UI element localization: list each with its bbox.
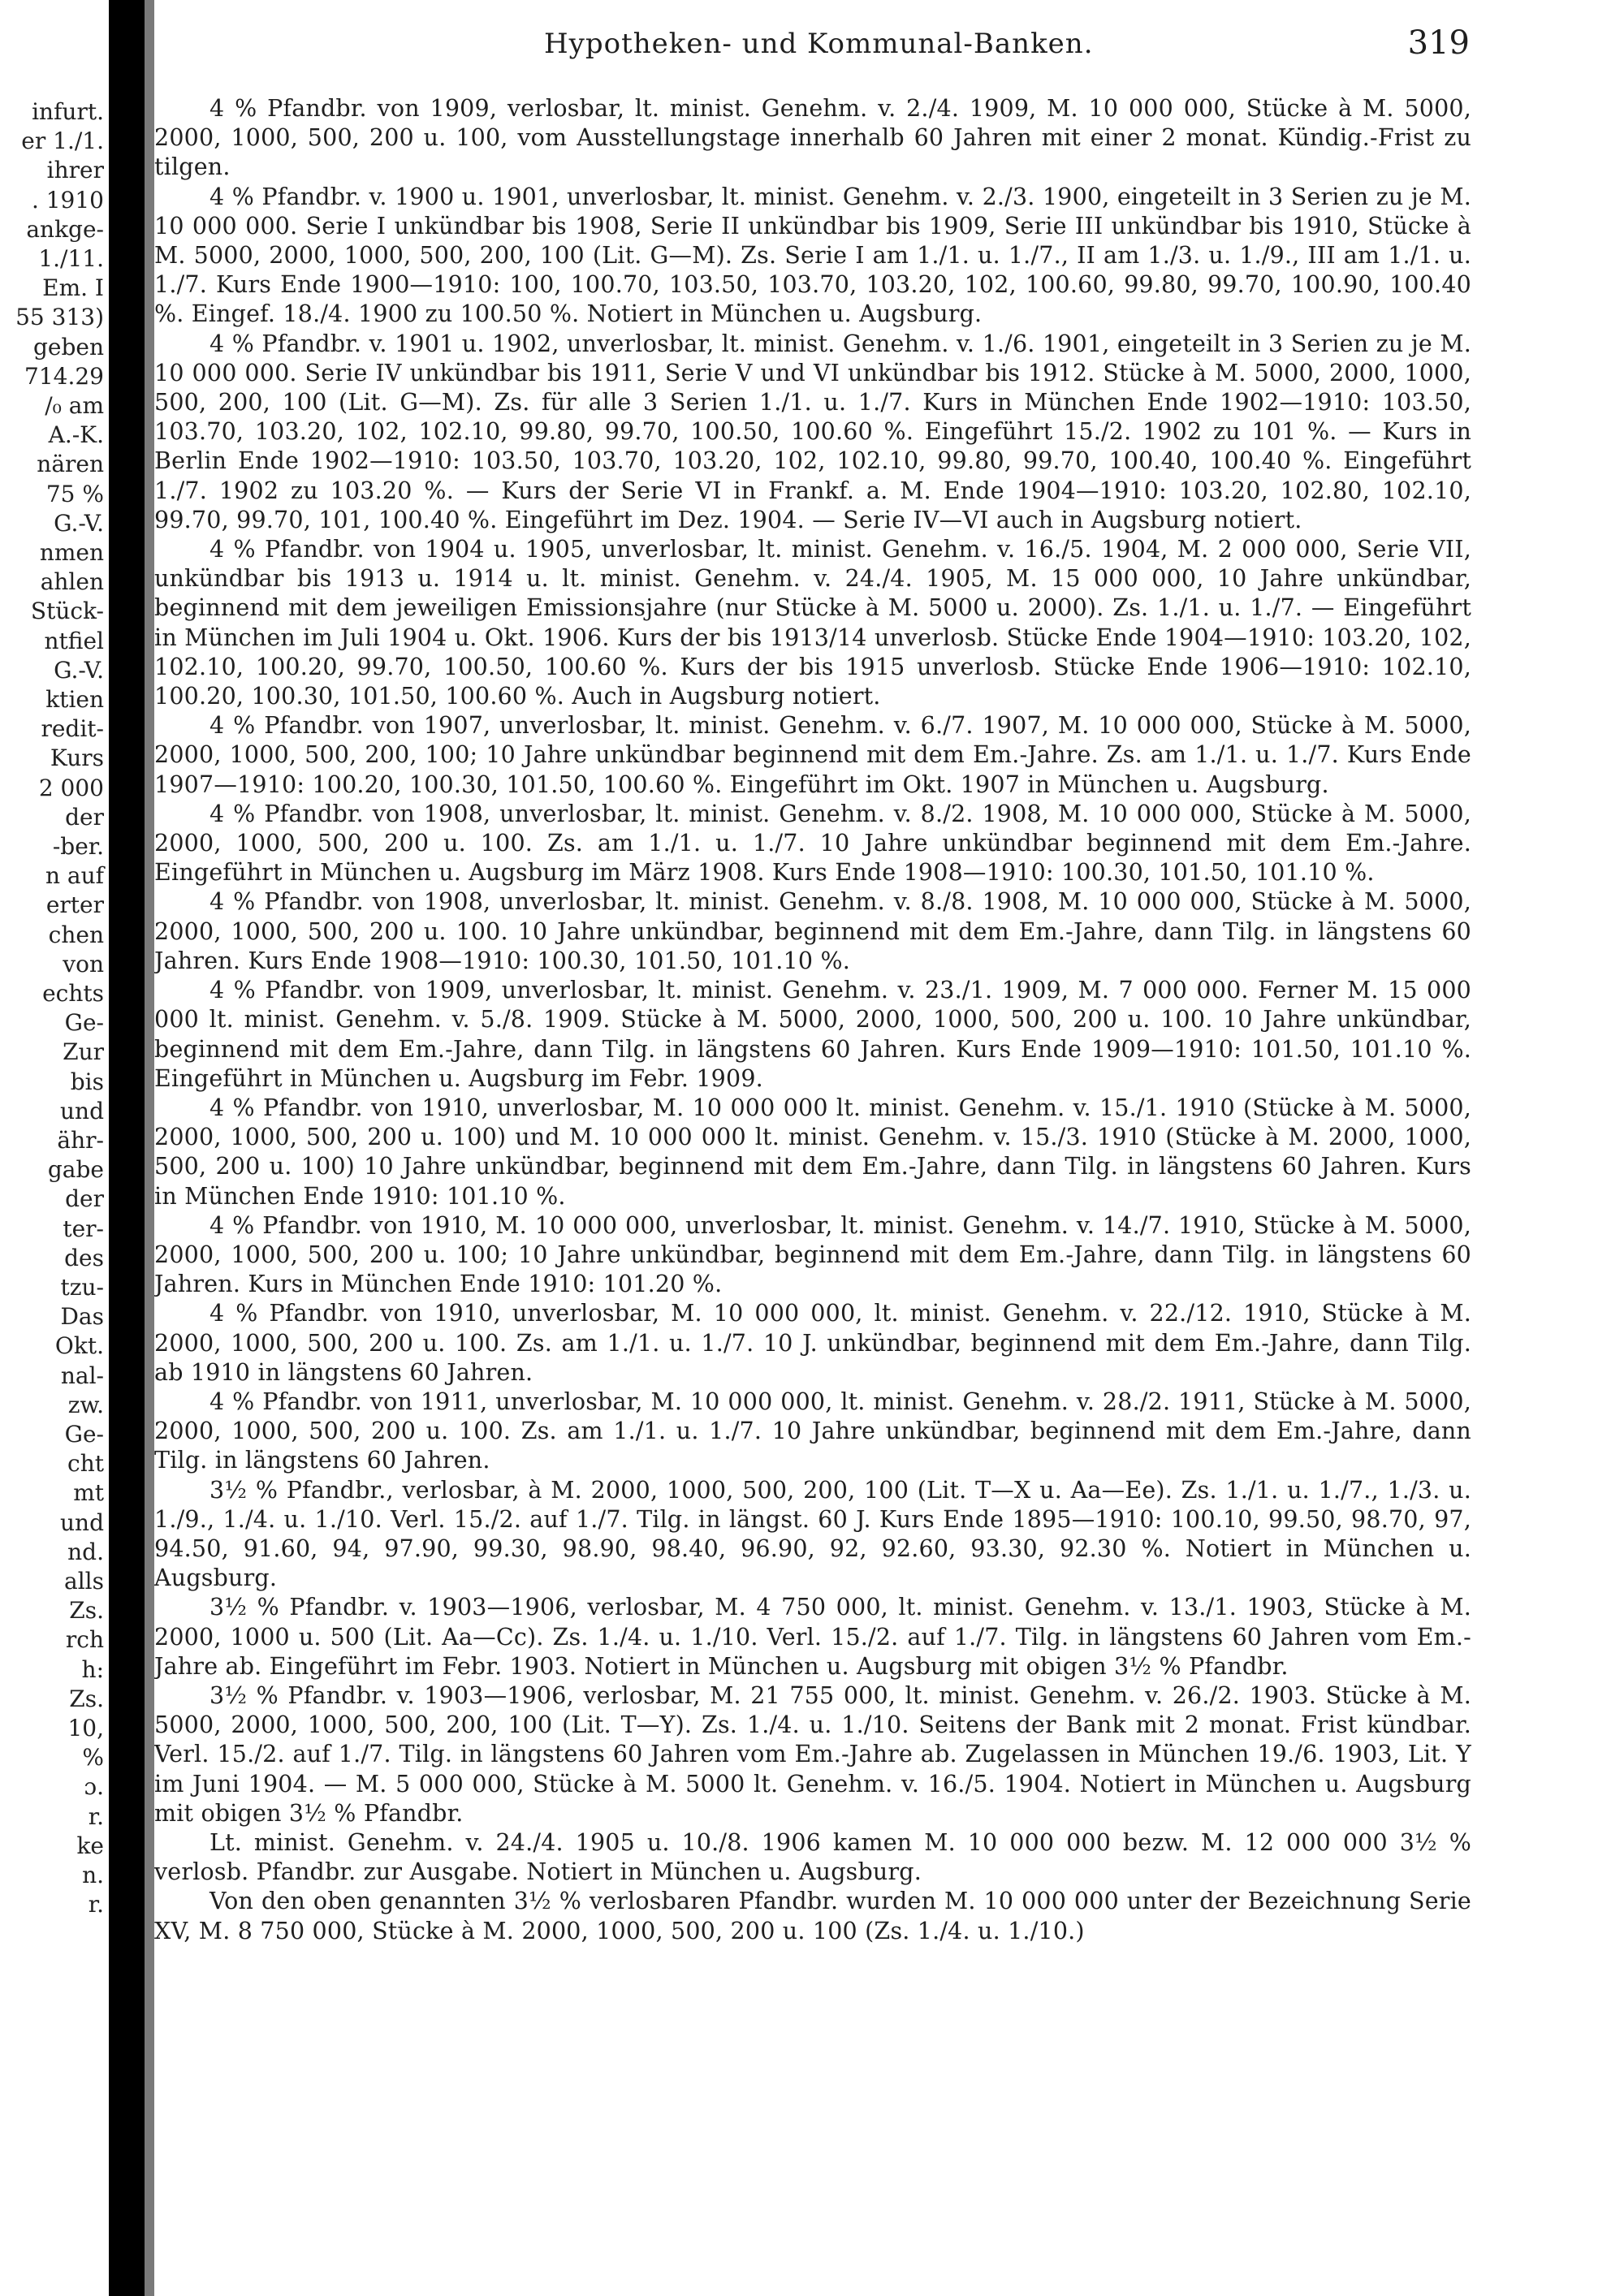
page-header xyxy=(154,23,1470,71)
paragraph-serie-xv: Von den oben genannten 3½ % verlosbaren Pfandbr. wurden M. 10 000 000 unter der Bezeichnung Serie XV, M. 8 750 000, Stücke à M. 2000, 1000, 500, 200 u. 100 (Zs. 1./4. u. 1./10.) xyxy=(154,1888,1471,1944)
margin-fragment: Ge- xyxy=(64,1009,104,1037)
margin-fragment: n auf xyxy=(45,862,104,890)
margin-fragment: gabe xyxy=(47,1156,104,1184)
margin-fragment: 10, xyxy=(67,1715,104,1741)
margin-fragment: ke xyxy=(76,1832,104,1859)
previous-page-margin xyxy=(0,0,109,2296)
margin-fragment: des xyxy=(64,1244,104,1271)
paragraph-pfandbr-1910-jan-mar: 4 % Pfandbr. von 1910, unverlosbar, M. 10 000 000 lt. minist. Genehm. v. 15./1. 1910 (Stücke à M. 5000, 2000, 1000, 500, 200 u. 100) und M. 10 000 000 lt. minist. Genehm. v. 15./3. 1910 (Stücke à M. 2000, 1000, 500, 200 u. 100) 10 Jahre unkündbar, beginnend mit dem Em.-Jahre, dann Tilg. in längstens 60 Jahren. Kurs in München Ende 1910: 101.10 %. xyxy=(154,1094,1471,1210)
margin-fragment: geben xyxy=(32,333,104,360)
page-number: 319 xyxy=(1407,24,1470,62)
margin-fragment: nd. xyxy=(67,1538,104,1565)
margin-fragment: -ber. xyxy=(52,833,104,860)
paragraph-pfandbr-1909-unverlosbar: 4 % Pfandbr. von 1909, unverlosbar, lt. minist. Genehm. v. 23./1. 1909, M. 7 000 000. Ferner M. 15 000 000 lt. minist. Genehm. v. 5./8. 1909. Stücke à M. 5000, 2000, 1000, 500, 200 u. 100. 10 Jahre unkündbar, beginnend mit dem Em.-Jahre, dann Tilg. in längstens 60 Jahren. Kurs Ende 1909—1910: 101.50, 101.10 %. Eingeführt in München u. Augsburg im Febr. 1909. xyxy=(154,977,1471,1092)
paragraph-pfandbr-1908-feb: 4 % Pfandbr. von 1908, unverlosbar, lt. minist. Genehm. v. 8./2. 1908, M. 10 000 000, Stücke à M. 5000, 2000, 1000, 500, 200 u. 100. Zs. am 1./1. u. 1./7. 10 Jahre unkündbar beginnend mit dem Em.-Jahre. Eingeführt in München u. Augsburg im März 1908. Kurs Ende 1908—1910: 100.30, 101.50, 101.10 %. xyxy=(154,800,1471,887)
paragraph-pfandbr-1907: 4 % Pfandbr. von 1907, unverlosbar, lt. minist. Genehm. v. 6./7. 1907, M. 10 000 000, Stücke à M. 5000, 2000, 1000, 500, 200, 100; 10 Jahre unkündbar beginnend mit dem Em.-Jahre. Zs. am 1./1. u. 1./7. Kurs Ende 1907—1910: 100.20, 100.30, 101.50, 100.60 %. Eingeführt im Okt. 1907 in München u. Augsburg. xyxy=(154,712,1471,798)
paragraph-pfandbr-1908-aug: 4 % Pfandbr. von 1908, unverlosbar, lt. minist. Genehm. v. 8./8. 1908, M. 10 000 000, Stücke à M. 5000, 2000, 1000, 500, 200 u. 100. 10 Jahre unkündbar, beginnend mit dem Em.-Jahre, dann Tilg. in längstens 60 Jahren. Kurs Ende 1908—1910: 100.30, 101.50, 101.10 %. xyxy=(154,888,1471,974)
margin-fragment: h: xyxy=(81,1655,104,1683)
book-gutter-shadow xyxy=(109,0,149,2296)
margin-fragment: alls xyxy=(64,1568,104,1595)
margin-fragment: 714.29 xyxy=(24,362,104,390)
margin-fragment: ter- xyxy=(63,1215,104,1242)
margin-fragment: 75 % xyxy=(45,480,104,507)
margin-fragment: 1./11. xyxy=(38,245,104,272)
margin-fragment: infurt. xyxy=(32,98,104,125)
margin-fragment: . 1910 xyxy=(31,186,104,214)
margin-fragment: /₀ am xyxy=(45,392,104,419)
margin-fragment: G.-V. xyxy=(54,656,104,684)
paragraph-3half-pfandbr-1903-a: 3½ % Pfandbr. v. 1903—1906, verlosbar, M. 4 750 000, lt. minist. Genehm. v. 13./1. 1903, Stücke à M. 2000, 1000 u. 500 (Lit. Aa—Cc). Zs. 1./4. u. 1./10. Verl. 15./2. auf 1./7. Tilg. in längstens 60 Jahren vom Em.-Jahre ab. Eingeführt im Febr. 1903. Notiert in München u. Augsburg mit obigen 3½ % Pfandbr. xyxy=(154,1594,1471,1680)
margin-fragment: A.-K. xyxy=(48,421,104,449)
gutter-edge xyxy=(145,0,154,2296)
margin-fragment: ihrer xyxy=(46,157,104,184)
margin-fragment: ɔ. xyxy=(84,1773,104,1801)
margin-fragment: r. xyxy=(88,1891,104,1918)
margin-fragment: 55 313) xyxy=(15,304,104,331)
margin-fragment: Ge- xyxy=(64,1421,104,1448)
margin-fragment: Das xyxy=(60,1303,104,1331)
margin-fragment: und xyxy=(60,1097,104,1124)
margin-fragment: ntfiel xyxy=(44,627,104,654)
paragraph-pfandbr-1910-jul: 4 % Pfandbr. von 1910, M. 10 000 000, unverlosbar, lt. minist. Genehm. v. 14./7. 1910, Stücke à M. 5000, 2000, 1000, 500, 200 u. 100; 10 Jahre unkündbar, beginnend mit dem Em.-Jahre, dann Tilg. in längstens 60 Jahren. Kurs in München Ende 1910: 101.20 %. xyxy=(154,1211,1471,1298)
margin-fragment: Em. I xyxy=(42,274,104,302)
margin-fragment: redit- xyxy=(41,715,104,743)
paragraph-pfandbr-1910-dec: 4 % Pfandbr. von 1910, unverlosbar, M. 10 000 000, lt. minist. Genehm. v. 22./12. 1910, Stücke à M. 2000, 1000, 500, 200 u. 100. Zs. am 1./1. u. 1./7. 10 J. unkündbar, beginnend mit dem Em.-Jahre, dann Tilg. ab 1910 in längstens 60 Jahren. xyxy=(154,1300,1471,1386)
margin-fragment: nären xyxy=(37,451,104,478)
paragraph-3half-pfandbr: 3½ % Pfandbr., verlosbar, à M. 2000, 1000, 500, 200, 100 (Lit. T—X u. Aa—Ee). Zs. 1./1. u. 1./7., 1./3. u. 1./9., 1./4. u. 1./10. Verl. 15./2. auf 1./7. Tilg. in längst. 60 J. Kurs Ende 1895—1910: 100.10, 99.50, 98.70, 97, 94.50, 91.60, 94, 97.90, 99.30, 98.90, 98.40, 96.90, 92, 92.60, 93.30, 92.30 %. Notiert in München u. Augsburg. xyxy=(154,1476,1471,1592)
margin-fragment: r. xyxy=(88,1802,104,1830)
paragraph-pfandbr-1909-verlosbar: 4 % Pfandbr. von 1909, verlosbar, lt. minist. Genehm. v. 2./4. 1909, M. 10 000 000, Stücke à M. 5000, 2000, 1000, 500, 200 u. 100, vom Ausstellungstage innerhalb 60 Jahren mit einer 2 monat. Kündig.-Frist zu tilgen. xyxy=(154,95,1471,181)
margin-fragment: 2 000 xyxy=(38,774,104,801)
margin-fragment: ankge- xyxy=(26,215,104,243)
margin-fragment: % xyxy=(82,1744,104,1772)
margin-fragment: rch xyxy=(65,1626,104,1654)
margin-fragment: Zs. xyxy=(69,1685,104,1712)
paragraph-pfandbr-1900-1901: 4 % Pfandbr. v. 1900 u. 1901, unverlosbar, lt. minist. Genehm. v. 2./3. 1900, eingeteilt in 3 Serien zu je M. 10 000 000. Serie I unkündbar bis 1908, Serie II unkündbar bis 1909, Serie III unkündbar bis 1910, Stücke à M. 5000, 2000, 1000, 500, 200, 100 (Lit. G—M). Zs. Serie I am 1./1. u. 1./7., II am 1./3. u. 1./9., III am 1./1. u. 1./7. Kurs Ende 1900—1910: 100, 100.70, 103.50, 103.70, 103.20, 102, 100.60, 99.80, 99.70, 100.90, 100.40 %. Eingef. 18./4. 1900 zu 100.50 %. Notiert in München u. Augsburg. xyxy=(154,183,1471,328)
margin-fragment: echts xyxy=(42,980,104,1007)
margin-fragment: der xyxy=(65,803,104,831)
paragraph-genehm-1905-1906: Lt. minist. Genehm. v. 24./4. 1905 u. 10./8. 1906 kamen M. 10 000 000 bezw. M. 12 000 000 3½ % verlosb. Pfandbr. zur Ausgabe. Notiert in München u. Augsburg. xyxy=(154,1828,1471,1886)
margin-fragment: Kurs xyxy=(50,744,104,772)
margin-fragment: Stück- xyxy=(30,598,104,625)
margin-fragment: nal- xyxy=(60,1362,104,1389)
margin-fragment: zw. xyxy=(67,1391,104,1418)
paragraph-pfandbr-1911: 4 % Pfandbr. von 1911, unverlosbar, M. 10 000 000, lt. minist. Genehm. v. 28./2. 1911, Stücke à M. 5000, 2000, 1000, 500, 200 u. 100. Zs. am 1./1. u. 1./7. 10 Jahre unkündbar, beginnend mit dem Em.-Jahre, dann Tilg. in längstens 60 Jahren. xyxy=(154,1388,1471,1474)
paragraph-pfandbr-1901-1902: 4 % Pfandbr. v. 1901 u. 1902, unverlosbar, lt. minist. Genehm. v. 1./6. 1901, eingeteilt in 3 Serien zu je M. 10 000 000. Serie IV unkündbar bis 1911, Serie V und VI unkündbar bis 1912. Stücke à M. 5000, 2000, 1000, 500, 200, 100 (Lit. G—M). Zs. für alle 3 Serien 1./1. u. 1./7. Kurs in München Ende 1902—1910: 103.50, 103.70, 103.20, 102, 102.10, 99.80, 99.70, 100.50, 100.60 %. Eingeführt 15./2. 1902 zu 101 %. — Kurs in Berlin Ende 1902—1910: 103.50, 103.70, 103.20, 102, 102.10, 99.80, 99.70, 100.40, 100.40 %. Eingeführt 1./7. 1902 zu 103.20 %. — Kurs der Serie VI in Frankf. a. M. Ende 1904—1910: 103.20, 102.80, 102.10, 99.70, 99.70, 101, 100.40 %. Eingeführt im Dez. 1904. — Serie IV—VI auch in Augsburg notiert. xyxy=(154,330,1471,533)
paragraph-pfandbr-1904-1905: 4 % Pfandbr. von 1904 u. 1905, unverlosbar, lt. minist. Genehm. v. 16./5. 1904, M. 2 000 000, Serie VII, unkündbar bis 1913 u. 1914 u. lt. minist. Genehm. v. 24./4. 1905, M. 15 000 000, 10 Jahre unkündbar, beginnend mit dem jeweiligen Emissionsjahre (nur Stücke à M. 5000 u. 2000). Zs. 1./1. u. 1./7. — Eingeführt in München im Juli 1904 u. Okt. 1906. Kurs der bis 1913/14 unverlosb. Stücke Ende 1904—1910: 103.20, 102, 102.10, 100.20, 99.70, 100.50, 100.60 %. Kurs der bis 1915 unverlosb. Stücke Ende 1906—1910: 102.10, 100.20, 100.30, 101.50, 100.60 %. Auch in Augsburg notiert. xyxy=(154,536,1471,710)
margin-fragment: G.-V. xyxy=(54,509,104,537)
margin-fragment: von xyxy=(63,950,104,978)
margin-fragment: cht xyxy=(67,1450,104,1478)
margin-fragment: Okt. xyxy=(54,1332,104,1360)
margin-fragment: erter xyxy=(45,891,104,919)
margin-fragment: chen xyxy=(48,921,104,948)
margin-fragment: n. xyxy=(82,1862,104,1888)
paragraph-3half-pfandbr-1903-b: 3½ % Pfandbr. v. 1903—1906, verlosbar, M. 21 755 000, lt. minist. Genehm. v. 26./2. 1903. Stücke à M. 5000, 2000, 1000, 500, 200, 100 (Lit. T—Y). Zs. 1./4. u. 1./10. Seitens der Bank mit 2 monat. Frist kündbar. Verl. 15./2. auf 1./7. Tilg. in längstens 60 Jahren vom Em.-Jahre ab. Zugelassen in München 19./6. 1903, Lit. Y im Juni 1904. — M. 5 000 000, Stücke à M. 5000 lt. Genehm. v. 16./5. 1904. Notiert in München u. Augsburg mit obigen 3½ % Pfandbr. xyxy=(154,1681,1471,1827)
margin-fragment: tzu- xyxy=(60,1274,104,1301)
margin-fragment: ahlen xyxy=(40,568,104,596)
margin-fragment: ktien xyxy=(45,686,104,713)
margin-fragment: er 1./1. xyxy=(21,127,104,155)
margin-fragment: der xyxy=(65,1185,104,1213)
margin-fragment: Zs. xyxy=(69,1597,104,1625)
margin-fragment: und xyxy=(60,1508,104,1536)
margin-fragment: bis xyxy=(70,1068,104,1095)
running-head: Hypotheken- und Kommunal-Banken. xyxy=(544,28,1094,60)
page-body xyxy=(154,94,1471,2278)
margin-fragment: ähr- xyxy=(57,1127,104,1154)
margin-fragment: nmen xyxy=(39,539,104,566)
margin-fragment: Zur xyxy=(63,1038,104,1066)
margin-fragment: mt xyxy=(73,1479,104,1507)
